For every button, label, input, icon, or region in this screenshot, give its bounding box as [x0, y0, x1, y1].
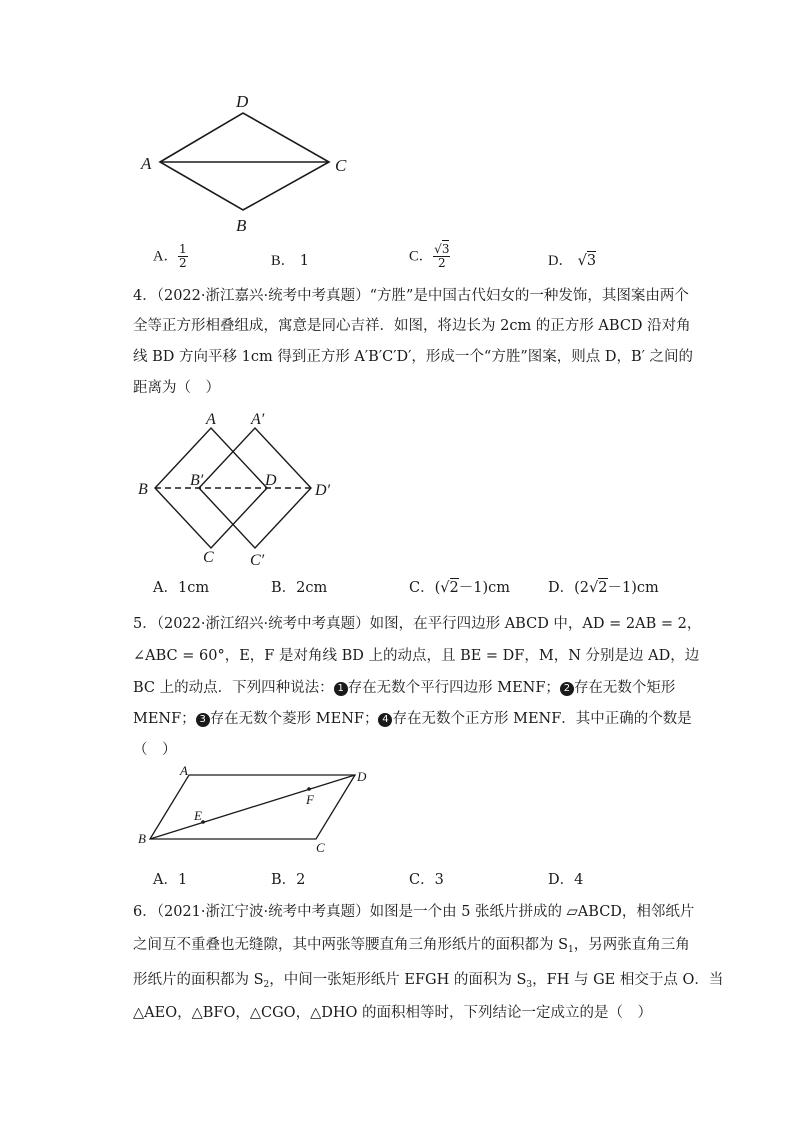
q4-line-4: 距离为（ ） — [133, 380, 220, 396]
label-a: A — [180, 763, 188, 778]
circled-number-4: 4 — [378, 713, 392, 727]
label-a-prime: A′ — [251, 411, 265, 428]
q4-option-c[interactable]: C．(√2－1)cm — [409, 580, 511, 596]
q4-line-2: 全等正方形相叠组成，寓意是同心吉祥．如图，将边长为 2cm 的正方形 ABCD 沿对角 — [133, 318, 691, 334]
q4-option-b[interactable]: B．2cm — [271, 580, 328, 596]
q3-option-d[interactable]: D． √3 — [548, 253, 597, 269]
label-b: B — [236, 216, 247, 235]
label-e: E — [194, 808, 202, 823]
q5-line-1: 5．（2022·浙江绍兴·统考中考真题）如图，在平行四边形 ABCD 中，AD = 2AB = 2， — [133, 616, 702, 632]
label-c-prime: C′ — [250, 552, 265, 569]
label-b: B — [138, 831, 146, 846]
q5-option-d[interactable]: D．4 — [548, 872, 584, 888]
q3-options — [153, 243, 713, 273]
q4-line-1: 4．（2022·浙江嘉兴·统考中考真题）“方胜”是中国古代妇女的一种发饰，其图案由两个 — [133, 288, 689, 304]
label-c: C — [316, 840, 325, 855]
label-d: D — [236, 92, 249, 111]
q5-line-3: BC 上的动点．下列四种说法： 1 存在无数个平行四边形 MENF； 2 存在无数个矩形 — [133, 680, 676, 696]
q3-option-c[interactable]: C． $\frac{√3}{2}$ — [409, 242, 450, 270]
q5-line-2: ∠ABC = 60°，E，F 是对角线 BD 上的动点，且 BE = DF，M，N 分别是边 AD，边 — [133, 648, 700, 664]
label-d: D — [357, 769, 367, 784]
label-c: C — [335, 156, 347, 175]
q5-options — [153, 868, 713, 898]
circled-number-3: 3 — [196, 713, 210, 727]
fraction-sqrt3-over-2: $\frac{√3}{2}$ — [434, 242, 450, 270]
label-d: D — [265, 472, 277, 489]
q5-option-a[interactable]: A．1 — [153, 872, 188, 888]
q6-line-3: 形纸片的面积都为 $S_2$，中间一张矩形纸片 EFGH 的面积为 $S_3$，FH 与 GE 相交于点 O．当 — [133, 972, 724, 990]
label-d-prime: D′ — [315, 482, 331, 499]
label-b: B — [138, 481, 148, 498]
q4-option-d[interactable]: D．(2√2－1)cm — [548, 580, 659, 596]
q5-option-b[interactable]: B．2 — [271, 872, 306, 888]
parallelogram-figure — [135, 762, 375, 857]
label-a: A — [141, 154, 152, 173]
q4-option-a[interactable]: A．1cm — [153, 580, 210, 596]
diagonal-bd — [150, 775, 355, 839]
q5-line-5: （ ） — [133, 742, 177, 758]
q4-line-3: 线 BD 方向平移 1cm 得到正方形 A′B′C′D′，形成一个“方胜”图案，则点 D，B′ 之间的 — [133, 349, 694, 365]
q5-option-c[interactable]: C．3 — [409, 872, 444, 888]
label-b-prime: B′ — [190, 472, 204, 489]
label-a: A — [206, 411, 216, 428]
circled-number-1: 1 — [334, 682, 348, 696]
point-f — [307, 787, 311, 791]
q3-option-a[interactable]: A． $\frac{1}{2}$ — [153, 242, 187, 270]
q6-line-4: △AEO，△BFO，△CGO，△DHO 的面积相等时，下列结论一定成立的是（ ） — [133, 1005, 652, 1021]
label-f: F — [306, 792, 314, 807]
q6-line-2: 之间互不重叠也无缝隙，其中两张等腰直角三角形纸片的面积都为 $S_1$，另两张直角三角 — [133, 937, 690, 955]
q4-options — [153, 576, 713, 606]
fraction-one-half: $\frac{1}{2}$ — [178, 242, 187, 270]
q5-line-4: MENF； 3 存在无数个菱形 MENF； 4 存在无数个正方形 MENF．其中正确的个数是 — [133, 711, 692, 727]
fangsheng-figure — [135, 405, 355, 575]
q6-line-1: 6．（2021·浙江宁波·统考中考真题）如图是一个由 5 张纸片拼成的 ▱ABCD，相邻纸片 — [133, 904, 695, 920]
rhombus-figure — [135, 90, 355, 240]
label-c: C — [203, 549, 214, 566]
circled-number-2: 2 — [560, 682, 574, 696]
q3-option-b[interactable]: B． 1 — [271, 253, 310, 269]
